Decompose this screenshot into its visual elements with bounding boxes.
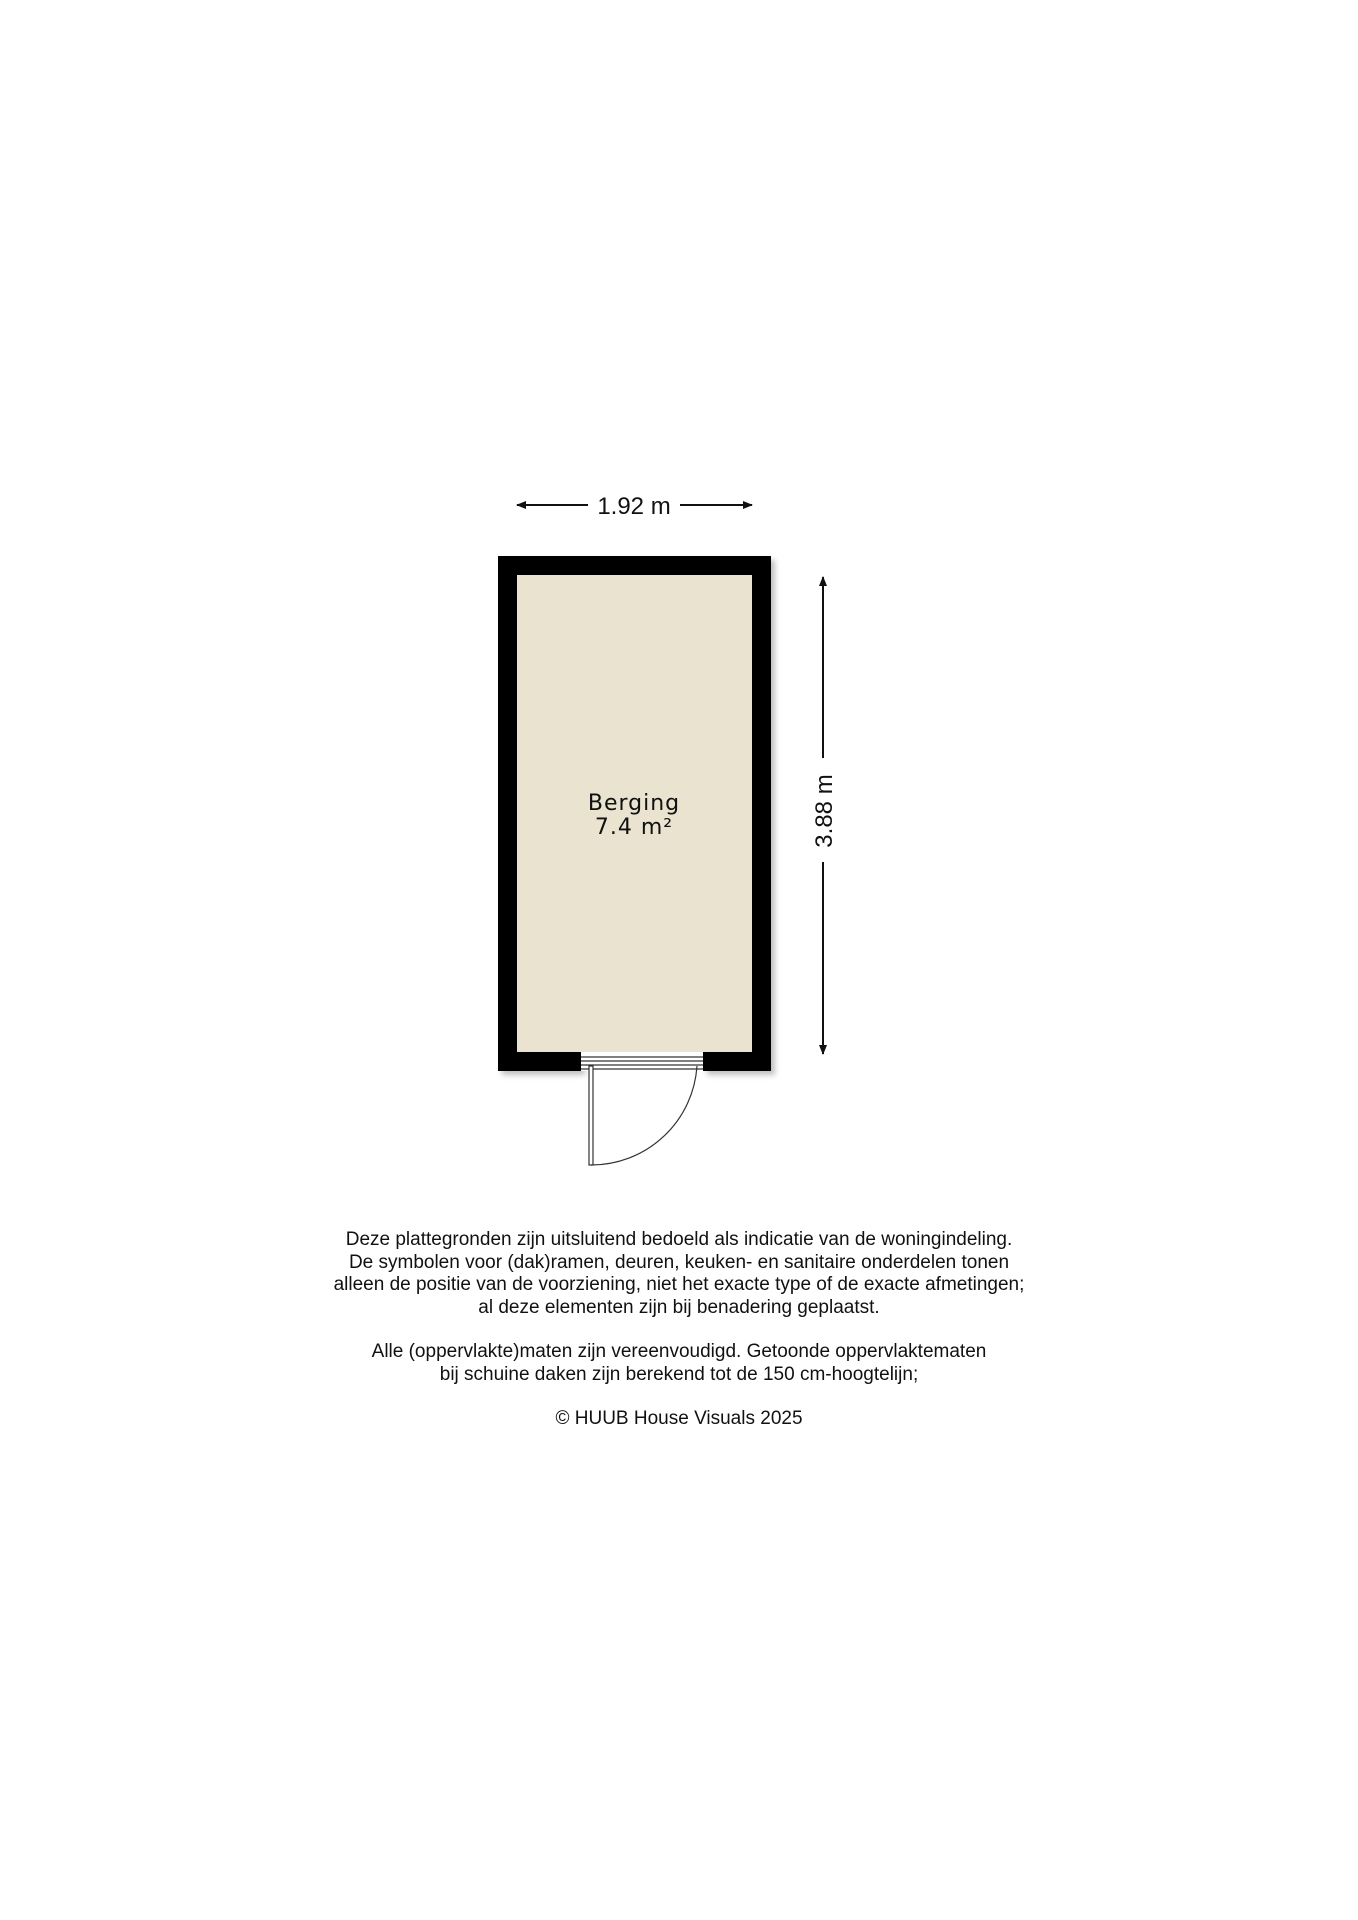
door [581, 1057, 703, 1165]
copyright: © HUUB House Visuals 2025 [555, 1408, 803, 1429]
room-name: Berging [587, 791, 681, 816]
disclaimer [229, 1229, 1129, 1431]
door-swing-arc [591, 1066, 697, 1165]
door-leaf [589, 1066, 593, 1165]
width-dimension-label: 1.92 m [597, 493, 671, 520]
disclaimer-line: al deze elementen zijn bij benadering geplaatst. [478, 1296, 880, 1318]
disclaimer-line: alleen de positie van de voorziening, niet het exacte type of de exacte afmetingen; [333, 1274, 1025, 1295]
disclaimer-line: De symbolen voor (dak)ramen, deuren, keuken- en sanitaire onderdelen tonen [348, 1251, 1010, 1273]
disclaimer-paragraph-2 [229, 1341, 1129, 1386]
disclaimer-line: bij schuine daken zijn berekend tot de 150 cm-hoogtelijn; [439, 1363, 919, 1385]
width-dimension [517, 493, 752, 520]
depth-dimension [811, 577, 838, 1054]
disclaimer-line: Deze plattegronden zijn uitsluitend bedoeld als indicatie van de woningindeling. [345, 1229, 1013, 1250]
room-area: 7.4 m² [594, 815, 674, 840]
room-berging [498, 556, 771, 1071]
depth-dimension-label: 3.88 m [811, 774, 838, 848]
disclaimer-paragraph-1 [229, 1229, 1129, 1319]
disclaimer-line: Alle (oppervlakte)maten zijn vereenvoudigd. Getoonde oppervlaktematen [371, 1341, 987, 1362]
